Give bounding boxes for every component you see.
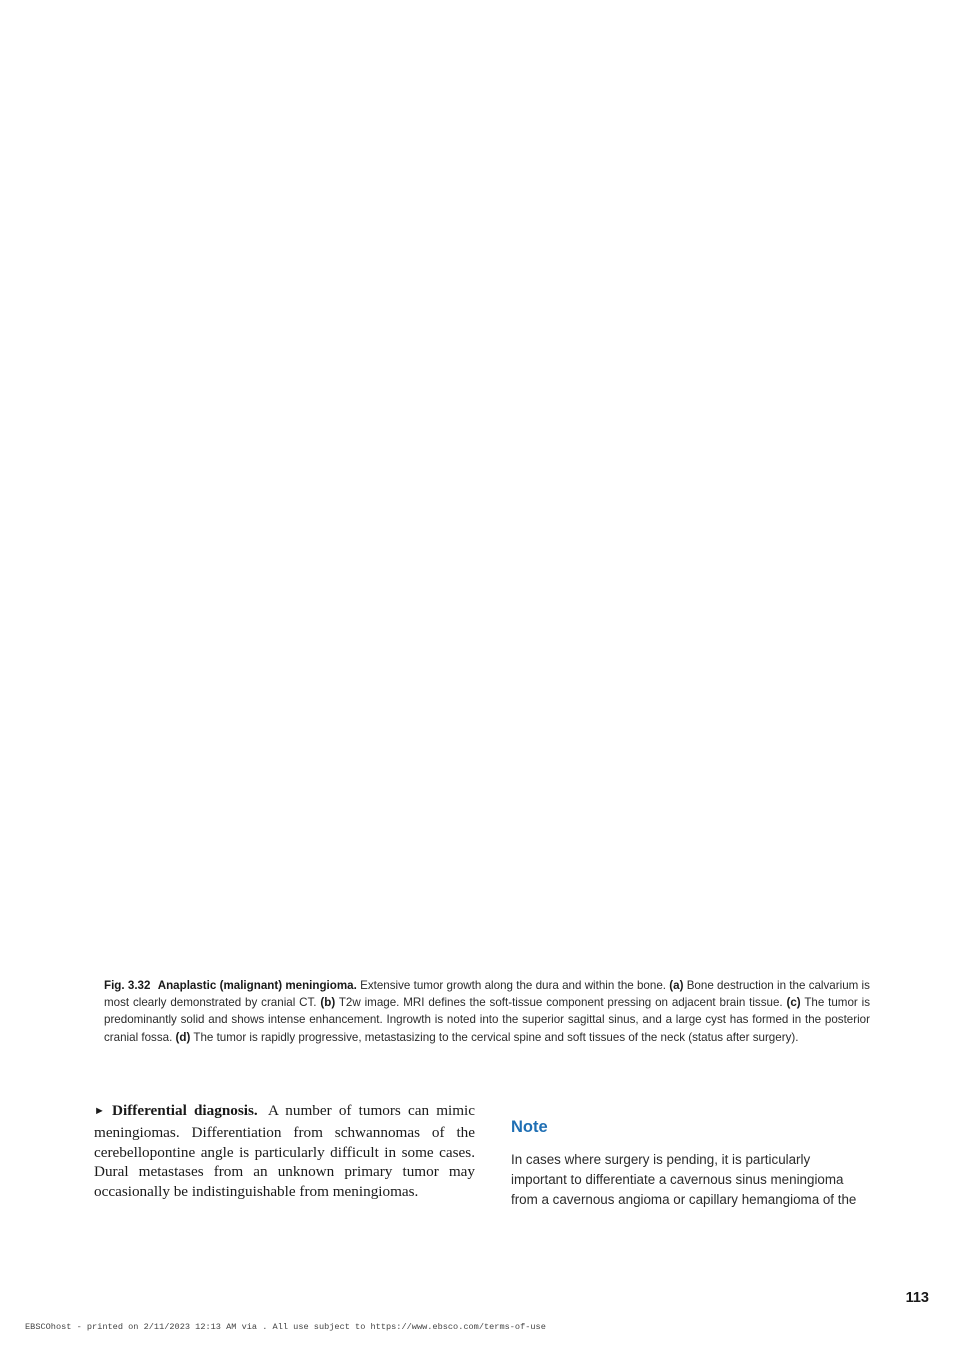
note-box [511, 1116, 866, 1211]
figure-caption [104, 977, 870, 1046]
figure-title: Anaplastic (malignant) meningioma. [157, 979, 357, 992]
panel-c-text: The tumor is predominantly solid and shows intense enhancement. Ingrowth is noted into the superior sagittal sinus, and a large cyst has formed in the posterior cranial fossa. [104, 996, 870, 1044]
figure-image-area [104, 30, 870, 960]
panel-c-tag: (c) [786, 996, 801, 1010]
panel-b-tag: (b) [320, 996, 336, 1010]
triangle-marker-icon: ► [94, 1105, 105, 1117]
panel-a-text: Bone destruction in the calvarium is most clearly demonstrated by cranial CT. [104, 979, 870, 1010]
figure-intro: Extensive tumor growth along the dura and within the bone. [360, 979, 666, 992]
panel-b-text: T2w image. MRI defines the soft-tissue component pressing on adjacent brain tissue. [338, 996, 783, 1010]
differential-body: A number of tumors can mimic meningiomas. Differentiation from schwannomas of the cerebellopontine angle is particularly difficult in some cases. Dural metastases from an unknown primary tumor may occasionally be indistinguishable from meningiomas. [94, 1102, 475, 1201]
panel-d-text: The tumor is rapidly progressive, metastasizing to the cervical spine and soft tissues of the neck (status after surgery). [193, 1030, 799, 1044]
differential-diagnosis-paragraph [94, 1101, 475, 1202]
page-number: 113 [905, 1290, 929, 1306]
differential-heading: Differential diagnosis. [112, 1102, 258, 1119]
figure-label: Fig. 3.32 [104, 979, 151, 992]
panel-d-tag: (d) [175, 1030, 191, 1044]
note-body: In cases where surgery is pending, it is particularly important to differentiate a cavernous sinus meningioma from a cavernous angioma or capillary hemangioma of the [511, 1152, 857, 1208]
footer-notice: EBSCOhost - printed on 2/11/2023 12:13 AM via . All use subject to https://www.ebsco.com/terms-of-use [25, 1322, 546, 1332]
note-title: Note [511, 1118, 548, 1136]
panel-a-tag: (a) [669, 979, 684, 992]
